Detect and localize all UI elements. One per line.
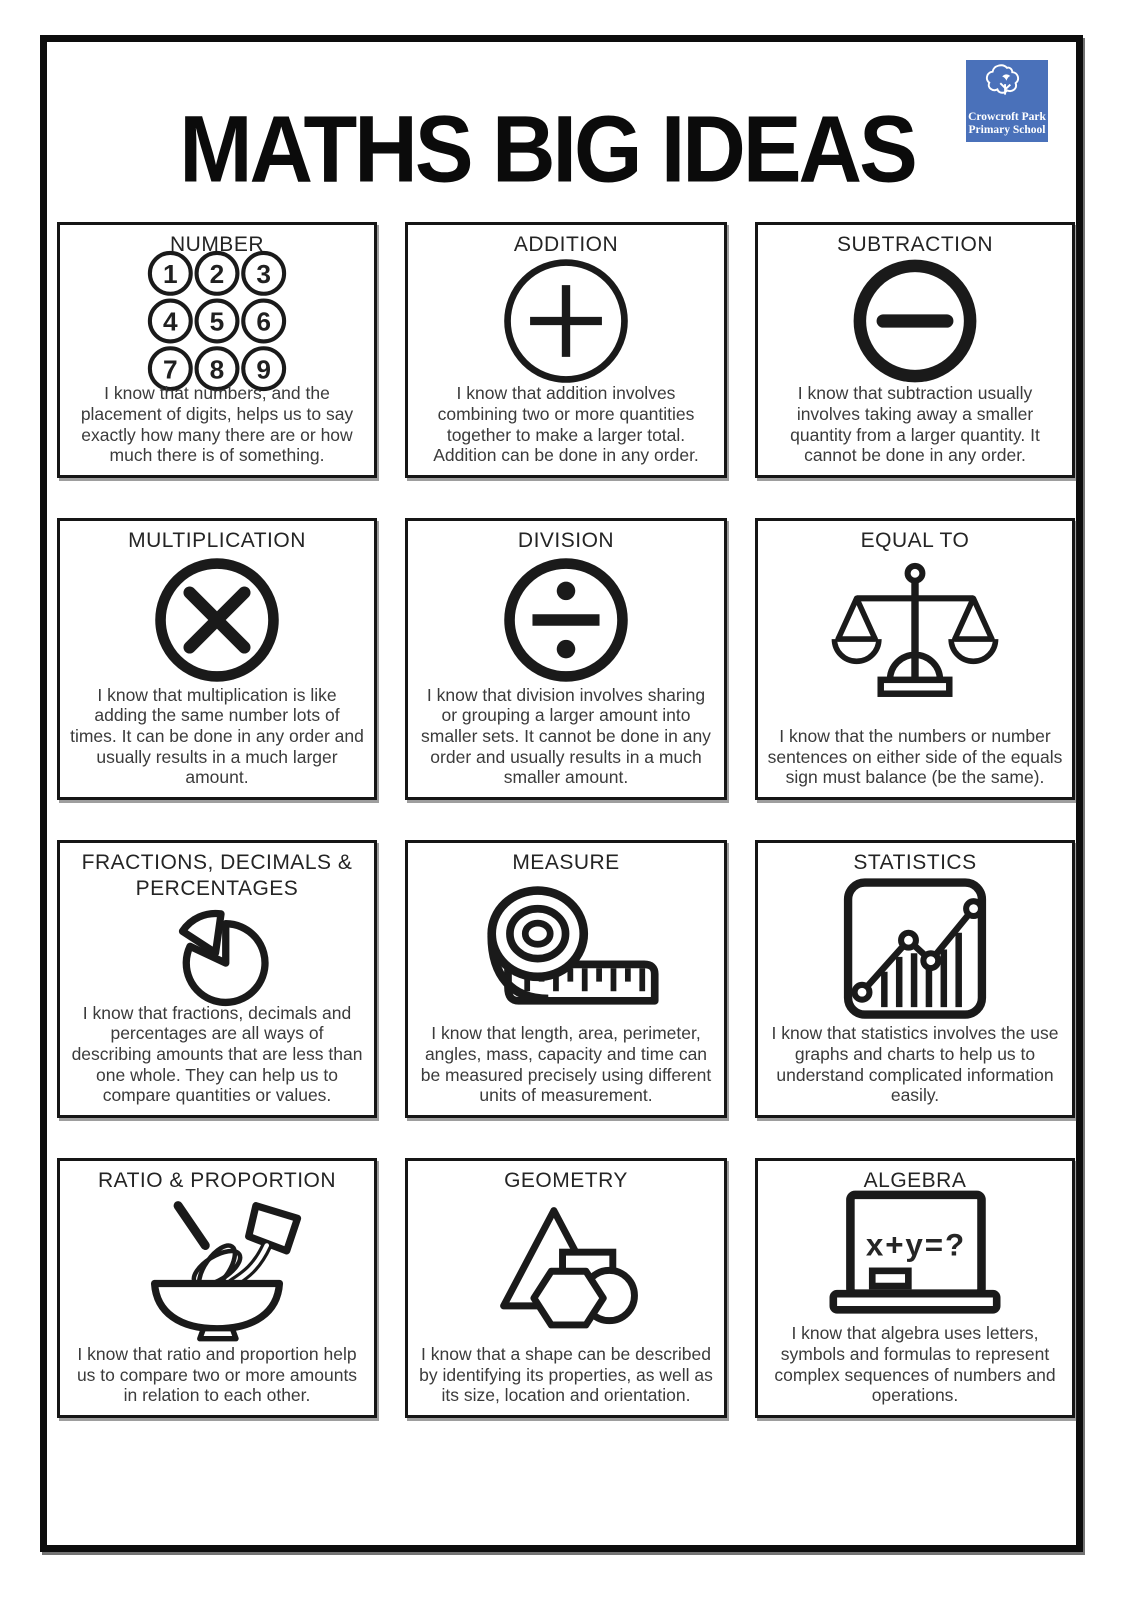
card-title: RATIO & PROPORTION: [97, 1169, 337, 1192]
poster-title: MATHS BIG IDEAS: [179, 95, 915, 202]
card-measure: [405, 840, 727, 1118]
card-number: [57, 222, 377, 478]
multiply-circle-icon: [142, 554, 292, 685]
svg-text:4: 4: [163, 306, 178, 337]
number-grid-icon: [144, 258, 290, 383]
card-description: I know that statistics involves the use graphs and charts to help us to understand complicated information easily.: [771, 1023, 1059, 1106]
card-grid: [57, 222, 1075, 1418]
card-title: ALGEBRA: [863, 1169, 967, 1192]
card-description: I know that multiplication is like adding the same number lots of times. It can be done in any order and usually results in a much larger amount.: [70, 684, 364, 788]
svg-text:7: 7: [163, 354, 178, 385]
card-description: I know that the numbers or number sentences on either side of the equals sign must balance (be the same).: [767, 726, 1063, 788]
card-multiplication: [57, 518, 377, 800]
card-title: STATISTICS: [853, 851, 977, 874]
card-title: GEOMETRY: [504, 1169, 628, 1192]
svg-text:9: 9: [256, 354, 271, 385]
geometry-shapes-icon: [488, 1194, 644, 1344]
card-subtraction: [755, 222, 1075, 478]
card-description: I know that a shape can be described by identifying its properties, as well as its size, location and orientation.: [419, 1344, 713, 1406]
school-logo: [966, 60, 1048, 142]
card-title: EQUAL TO: [860, 529, 970, 552]
card-description: I know that division involves sharing or grouping a larger amount into smaller sets. It cannot be done in any order and usually results in a much smaller amount.: [421, 684, 711, 788]
card-title: MEASURE: [512, 851, 620, 874]
svg-text:5: 5: [209, 306, 225, 337]
blackboard-icon: [820, 1194, 1010, 1323]
card-title: NUMBER: [169, 233, 264, 256]
card-title: MULTIPLICATION: [128, 529, 306, 552]
card-geometry: [405, 1158, 727, 1418]
plus-circle-icon: [495, 258, 637, 383]
card-description: I know that fractions, decimals and percentages are all ways of describing amounts that are less than one whole. They can help us to compare quantities or values.: [71, 1002, 363, 1106]
svg-text:3: 3: [256, 258, 271, 289]
card-description: I know that length, area, perimeter, angles, mass, capacity and time can be measured precisely using different units of measurement.: [420, 1023, 712, 1106]
minus-circle-icon: [844, 258, 986, 383]
card-description: I know that numbers, and the placement of digits, helps us to say exactly how many there are or how much there is of something.: [80, 383, 354, 466]
card-description: I know that ratio and proportion help us to compare two or more amounts in relation to each other.: [76, 1344, 358, 1406]
card-title: ADDITION: [513, 233, 619, 256]
divide-circle-icon: [491, 554, 641, 685]
card-equal-to: [755, 518, 1075, 800]
card-fractions-decimals-percentages: [57, 840, 377, 1118]
svg-text:1: 1: [163, 258, 178, 289]
tape-measure-icon: [464, 876, 669, 1023]
mixing-bowl-icon: [131, 1194, 303, 1344]
pie-chart-icon: [155, 903, 279, 1003]
svg-text:8: 8: [209, 354, 225, 385]
tree-bird-icon: [983, 64, 1031, 110]
card-ratio-proportion: [57, 1158, 377, 1418]
board-equation: x+y=?: [865, 1227, 967, 1263]
school-name: Crowcroft Park Primary School: [968, 111, 1046, 136]
card-title: DIVISION: [517, 529, 615, 552]
svg-text:6: 6: [256, 306, 271, 337]
poster-frame: [40, 35, 1083, 1552]
card-description: I know that subtraction usually involves taking away a smaller quantity from a larger quantity. It cannot be done in any order.: [790, 383, 1040, 466]
card-title: FRACTIONS, DECIMALS & PERCENTAGES: [81, 851, 353, 901]
card-addition: [405, 222, 727, 478]
card-statistics: [755, 840, 1075, 1118]
card-description: I know that algebra uses letters, symbols and formulas to represent complex sequences of numbers and operations.: [774, 1323, 1056, 1406]
card-title: SUBTRACTION: [836, 233, 993, 256]
card-description: I know that addition involves combining two or more quantities together to make a larger total. Addition can be done in any order.: [433, 383, 699, 466]
card-division: [405, 518, 727, 800]
svg-text:2: 2: [209, 258, 225, 289]
card-algebra: [755, 1158, 1075, 1418]
balance-scale-icon: [827, 554, 1003, 726]
statistics-chart-icon: [836, 876, 994, 1023]
